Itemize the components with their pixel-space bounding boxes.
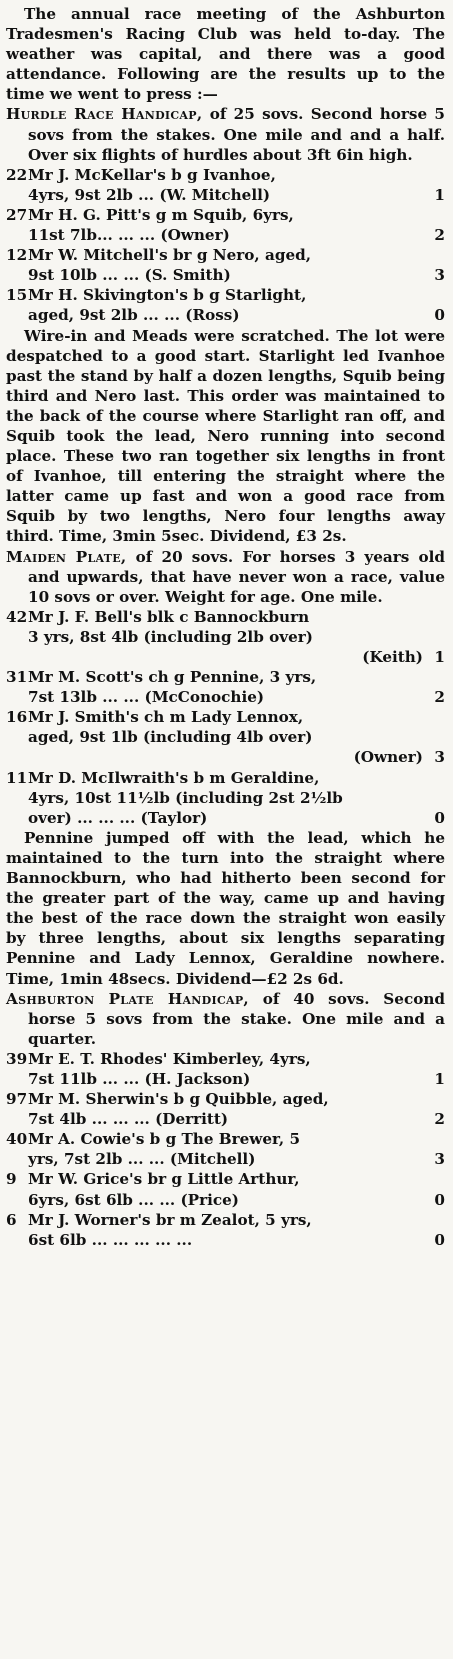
- entry-owner-horse: Mr E. T. Rhodes' Kimberley, 4yrs,: [28, 1049, 311, 1068]
- entry-details: 4yrs, 10st 11½lb (including 2st 2½lb: [28, 788, 343, 807]
- entry-place: 3: [434, 266, 445, 285]
- entry-owner-horse: Mr W. Mitchell's br g Nero, aged,: [28, 246, 312, 265]
- entry-jockey: (Owner): [353, 748, 423, 767]
- entry-details: aged, 9st 2lb ... ... (Ross): [28, 306, 240, 325]
- entry-details: 7st 4lb ... ... ... (Derritt): [28, 1110, 229, 1129]
- entry-place: 1: [434, 1069, 445, 1088]
- entry: [6, 205, 445, 245]
- entry-number: 16: [6, 708, 28, 727]
- entry-place: 3: [434, 1150, 445, 1169]
- race-heading-hurdle: [6, 104, 445, 164]
- entry-place: 0: [434, 306, 445, 325]
- race-title: Hurdle Race Handicap,: [6, 105, 203, 124]
- race-conditions: of 25 sovs. Second horse 5 sovs from the stakes. One mile and and a half. Over six flights of hurdles about 3ft 6in high.: [28, 105, 445, 164]
- entry-place: 0: [434, 1230, 445, 1249]
- entry: [6, 667, 445, 707]
- entry-place: 2: [434, 226, 445, 245]
- entry-number: 39: [6, 1049, 28, 1068]
- entry-details: 4yrs, 9st 2lb ... (W. Mitchell): [28, 185, 271, 204]
- entry-owner-horse: Mr H. Skivington's b g Starlight,: [28, 286, 307, 305]
- race1-entries: [6, 165, 445, 326]
- entry-number: 6: [6, 1210, 17, 1229]
- entry-owner-horse: Mr A. Cowie's b g The Brewer, 5: [28, 1130, 301, 1149]
- entry: [6, 165, 445, 205]
- entry-jockey: (Keith): [362, 648, 423, 666]
- entry-place: 2: [434, 1110, 445, 1129]
- entry-place: 2: [434, 688, 445, 707]
- entry: [6, 245, 445, 285]
- entry-details: 7st 13lb ... ... (McConochie): [28, 688, 265, 707]
- entry: [6, 1129, 445, 1169]
- entry: [6, 607, 445, 667]
- entry: [6, 285, 445, 325]
- entry: [6, 1089, 445, 1129]
- race3-entries: [6, 1049, 445, 1250]
- entry-place: 3: [434, 748, 445, 767]
- race-heading-maiden: [6, 547, 445, 607]
- entry-owner-horse: Mr M. Sherwin's b g Quibble, aged,: [28, 1090, 329, 1109]
- entry-place: 1: [434, 648, 445, 666]
- race-conditions: of 40 sovs. Second horse 5 sovs from the stake. One mile and a quarter.: [28, 989, 445, 1048]
- entry-owner-horse: Mr W. Grice's br g Little Arthur,: [28, 1170, 300, 1189]
- entry-owner-horse: Mr J. Smith's ch m Lady Lennox,: [28, 708, 304, 727]
- entry-owner-horse: Mr H. G. Pitt's g m Squib, 6yrs,: [28, 205, 294, 224]
- intro-paragraph: The annual race meeting of the Ashburton Tradesmen's Racing Club was held to-day. The weather was capital, and there was a good attendance. Following are the results up to the time we went to press :—: [6, 5, 445, 104]
- race-conditions: of 20 sovs. For horses 3 years old and upwards, that have never won a race, value 10 sovs or over. Weight for age. One mile.: [28, 547, 445, 606]
- entry-owner-horse: Mr D. McIlwraith's b m Geraldine,: [28, 768, 320, 787]
- entry-jockey: over) ... ... ... (Taylor): [28, 808, 208, 827]
- entry-details: aged, 9st 1lb (including 4lb over): [28, 728, 313, 747]
- entry-number: 9: [6, 1170, 17, 1189]
- entry-number: 31: [6, 668, 28, 687]
- race-title: Maiden Plate,: [6, 547, 127, 566]
- entry-number: 27: [6, 205, 28, 224]
- entry-place: 0: [434, 1190, 445, 1209]
- entry-owner-horse: Mr J. Worner's br m Zealot, 5 yrs,: [28, 1210, 312, 1229]
- entry-owner-horse: Mr J. F. Bell's blk c Bannockburn: [28, 607, 310, 626]
- entry-details: 11st 7lb... ... ... (Owner): [28, 226, 230, 245]
- entry-number: 15: [6, 286, 28, 305]
- entry-details: 6st 6lb ... ... ... ... ...: [28, 1230, 193, 1249]
- entry-owner-horse: Mr J. McKellar's b g Ivanhoe,: [28, 165, 276, 184]
- race2-entries: [6, 607, 445, 828]
- entry: [6, 1169, 445, 1209]
- entry: [6, 1049, 445, 1089]
- entry-place: 1: [434, 185, 445, 204]
- entry-number: 11: [6, 768, 28, 787]
- entry-number: 40: [6, 1130, 28, 1149]
- race-heading-ashburton-plate: [6, 989, 445, 1049]
- entry-details: yrs, 7st 2lb ... ... (Mitchell): [28, 1150, 256, 1169]
- entry-place: 0: [434, 808, 445, 827]
- entry-owner-horse: Mr M. Scott's ch g Pennine, 3 yrs,: [28, 668, 317, 687]
- entry-details: 9st 10lb ... ... (S. Smith): [28, 266, 231, 285]
- entry-details: 7st 11lb ... ... (H. Jackson): [28, 1069, 251, 1088]
- entry-number: 97: [6, 1090, 28, 1109]
- race2-report: Pennine jumped off with the lead, which he maintained to the turn into the straight where Bannockburn, who had hitherto been second for the greater part of the way, came up and having the best of the race down the straight won easily by three lengths, about six lengths separating Pennine and Lady Lennox, Geraldine nowhere. Time, 1min 48secs. Dividend—£2 2s 6d.: [6, 828, 445, 988]
- entry-details: 6yrs, 6st 6lb ... ... (Price): [28, 1190, 239, 1209]
- entry-details: 3 yrs, 8st 4lb (including 2lb over): [28, 627, 313, 646]
- race-title: Ashburton Plate Handicap,: [6, 989, 249, 1008]
- entry: [6, 1210, 445, 1250]
- entry: [6, 768, 445, 828]
- entry-number: 12: [6, 246, 28, 265]
- entry-number: 42: [6, 607, 28, 626]
- race1-report: Wire-in and Meads were scratched. The lot were despatched to a good start. Starlight led Ivanhoe past the stand by half a dozen lengths, Squib being third and Nero last. This order was maintained to the back of the course where Starlight ran off, and Squib took the lead, Nero running into second place. These two ran together six lengths in front of Ivanhoe, till entering the straight where the latter came up fast and won a good race from Squib by two lengths, Nero four lengths away third. Time, 3min 5sec. Dividend, £3 2s.: [6, 326, 445, 546]
- entry: [6, 707, 445, 767]
- entry-number: 22: [6, 165, 28, 184]
